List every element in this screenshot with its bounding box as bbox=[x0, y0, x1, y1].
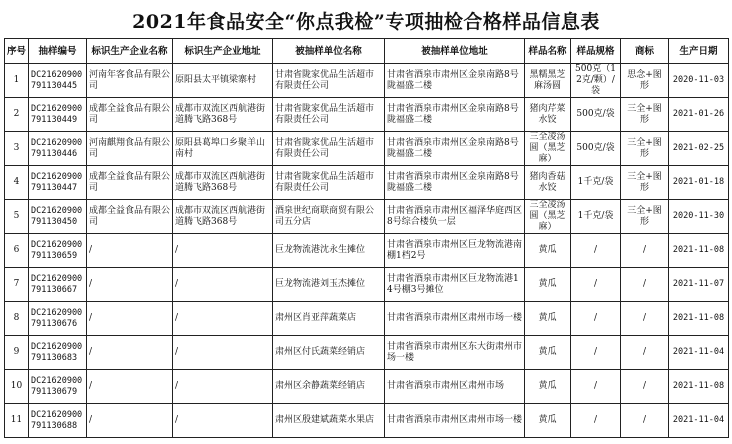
cell-sample-code: DC21620900791130450 bbox=[29, 200, 87, 234]
header-producer-address: 标识生产企业地址 bbox=[173, 39, 273, 64]
cell-trademark: 三全+图形 bbox=[621, 166, 669, 200]
cell-sampled-unit-address: 甘肃省酒泉市肃州区金泉南路8号陇福盛二楼 bbox=[385, 132, 525, 166]
sample-info-table bbox=[4, 38, 729, 438]
cell-sample-name: 黄瓜 bbox=[525, 370, 571, 404]
cell-sampled-unit-address: 甘肃省酒泉市肃州区巨龙物流港南棚1档2号 bbox=[385, 234, 525, 268]
table-row bbox=[5, 64, 729, 98]
cell-producer-address: / bbox=[173, 268, 273, 302]
cell-sampled-unit-address: 甘肃省酒泉市肃州区东大街肃州市场一楼 bbox=[385, 336, 525, 370]
table-row bbox=[5, 404, 729, 438]
cell-seq: 6 bbox=[5, 234, 29, 268]
cell-trademark: 三全+图形 bbox=[621, 98, 669, 132]
cell-sample-spec: / bbox=[571, 404, 621, 438]
cell-sample-spec: / bbox=[571, 234, 621, 268]
cell-trademark: / bbox=[621, 336, 669, 370]
cell-sampled-unit-name: 甘肃省陇家优品生活超市有限责任公司 bbox=[273, 98, 385, 132]
cell-producer-name: 河南年客食品有限公司 bbox=[87, 64, 173, 98]
cell-sample-name: 黄瓜 bbox=[525, 234, 571, 268]
cell-sample-spec: / bbox=[571, 370, 621, 404]
header-sample-code: 抽样编号 bbox=[29, 39, 87, 64]
table-row bbox=[5, 132, 729, 166]
cell-sample-code: DC21620900791130445 bbox=[29, 64, 87, 98]
cell-trademark: / bbox=[621, 370, 669, 404]
cell-production-date: 2021-01-26 bbox=[669, 98, 729, 132]
cell-sample-code: DC21620900791130447 bbox=[29, 166, 87, 200]
cell-producer-address: / bbox=[173, 336, 273, 370]
cell-seq: 9 bbox=[5, 336, 29, 370]
cell-sampled-unit-name: 酒泉世纪商联商贸有限公司五分店 bbox=[273, 200, 385, 234]
cell-sampled-unit-name: 肃州区殷建斌蔬菜水果店 bbox=[273, 404, 385, 438]
cell-producer-name: / bbox=[87, 336, 173, 370]
table-row bbox=[5, 98, 729, 132]
cell-sampled-unit-name: 巨龙物流港刘玉杰摊位 bbox=[273, 268, 385, 302]
cell-sample-spec: / bbox=[571, 336, 621, 370]
cell-sample-code: DC21620900791130688 bbox=[29, 404, 87, 438]
cell-sampled-unit-address: 甘肃省酒泉市肃州区肃州市场一楼 bbox=[385, 302, 525, 336]
table-header-row bbox=[5, 39, 729, 64]
cell-seq: 5 bbox=[5, 200, 29, 234]
cell-sampled-unit-address: 甘肃省酒泉市肃州区金泉南路8号陇福盛二楼 bbox=[385, 166, 525, 200]
table-row bbox=[5, 370, 729, 404]
cell-sampled-unit-address: 甘肃省酒泉市肃州区金泉南路8号陇福盛二楼 bbox=[385, 64, 525, 98]
cell-production-date: 2021-02-25 bbox=[669, 132, 729, 166]
cell-producer-name: / bbox=[87, 234, 173, 268]
cell-seq: 7 bbox=[5, 268, 29, 302]
cell-producer-address: 成都市双流区西航港街道腾飞路368号 bbox=[173, 98, 273, 132]
cell-sample-code: DC21620900791130676 bbox=[29, 302, 87, 336]
cell-sample-code: DC21620900791130446 bbox=[29, 132, 87, 166]
cell-seq: 10 bbox=[5, 370, 29, 404]
header-producer-name: 标识生产企业名称 bbox=[87, 39, 173, 64]
cell-sampled-unit-name: 巨龙物流港沈永生摊位 bbox=[273, 234, 385, 268]
cell-producer-name: / bbox=[87, 370, 173, 404]
cell-sample-name: 黄瓜 bbox=[525, 336, 571, 370]
table-row bbox=[5, 302, 729, 336]
cell-producer-name: / bbox=[87, 404, 173, 438]
cell-sample-name: 三全凌汤圆（黑芝麻） bbox=[525, 132, 571, 166]
cell-trademark: / bbox=[621, 302, 669, 336]
cell-sample-spec: 500克/袋 bbox=[571, 132, 621, 166]
cell-sample-name: 猪肉香菇水饺 bbox=[525, 166, 571, 200]
cell-sampled-unit-name: 肃州区肖亚萍蔬菜店 bbox=[273, 302, 385, 336]
cell-sample-spec: / bbox=[571, 302, 621, 336]
cell-sample-spec: 500克/袋 bbox=[571, 98, 621, 132]
cell-producer-address: 成都市双流区西航港街道腾飞路368号 bbox=[173, 166, 273, 200]
cell-sampled-unit-address: 甘肃省酒泉市肃州区福泽华庭西区8号综合楼负一层 bbox=[385, 200, 525, 234]
cell-production-date: 2021-11-04 bbox=[669, 404, 729, 438]
cell-seq: 11 bbox=[5, 404, 29, 438]
cell-producer-address: 原阳县太平镇梁寨村 bbox=[173, 64, 273, 98]
cell-producer-address: / bbox=[173, 234, 273, 268]
header-seq: 序号 bbox=[5, 39, 29, 64]
cell-production-date: 2021-11-08 bbox=[669, 302, 729, 336]
cell-sample-code: DC21620900791130679 bbox=[29, 370, 87, 404]
cell-producer-address: / bbox=[173, 404, 273, 438]
cell-sampled-unit-name: 甘肃省陇家优品生活超市有限责任公司 bbox=[273, 64, 385, 98]
cell-sampled-unit-address: 甘肃省酒泉市肃州区肃州市场一楼 bbox=[385, 404, 525, 438]
cell-sample-code: DC21620900791130667 bbox=[29, 268, 87, 302]
cell-trademark: 思念+图形 bbox=[621, 64, 669, 98]
cell-producer-address: 成都市双流区西航港街道腾飞路368号 bbox=[173, 200, 273, 234]
cell-sampled-unit-name: 肃州区付氏蔬菜经销店 bbox=[273, 336, 385, 370]
cell-sample-code: DC21620900791130659 bbox=[29, 234, 87, 268]
cell-production-date: 2021-11-08 bbox=[669, 234, 729, 268]
cell-producer-name: 成都全益食品有限公司 bbox=[87, 166, 173, 200]
cell-sampled-unit-name: 甘肃省陇家优品生活超市有限责任公司 bbox=[273, 132, 385, 166]
table-row bbox=[5, 234, 729, 268]
cell-seq: 1 bbox=[5, 64, 29, 98]
cell-sample-code: DC21620900791130683 bbox=[29, 336, 87, 370]
header-sample-spec: 样品规格 bbox=[571, 39, 621, 64]
cell-seq: 3 bbox=[5, 132, 29, 166]
cell-trademark: 三全+图形 bbox=[621, 132, 669, 166]
cell-sample-name: 黄瓜 bbox=[525, 302, 571, 336]
table-row bbox=[5, 200, 729, 234]
cell-trademark: / bbox=[621, 404, 669, 438]
cell-sample-code: DC21620900791130449 bbox=[29, 98, 87, 132]
cell-sample-spec: / bbox=[571, 268, 621, 302]
cell-trademark: / bbox=[621, 268, 669, 302]
cell-production-date: 2021-11-07 bbox=[669, 268, 729, 302]
cell-production-date: 2021-01-18 bbox=[669, 166, 729, 200]
cell-sample-name: 黄瓜 bbox=[525, 268, 571, 302]
cell-trademark: / bbox=[621, 234, 669, 268]
cell-seq: 8 bbox=[5, 302, 29, 336]
cell-producer-name: / bbox=[87, 268, 173, 302]
header-sampled-unit-name: 被抽样单位名称 bbox=[273, 39, 385, 64]
table-row bbox=[5, 336, 729, 370]
cell-sample-name: 黄瓜 bbox=[525, 404, 571, 438]
cell-seq: 2 bbox=[5, 98, 29, 132]
cell-sample-spec: 1千克/袋 bbox=[571, 166, 621, 200]
document-title: 2021年食品安全“你点我检”专项抽检合格样品信息表 bbox=[132, 11, 600, 33]
cell-sample-spec: 500克（12克/颗）/袋 bbox=[571, 64, 621, 98]
cell-production-date: 2021-11-04 bbox=[669, 336, 729, 370]
table-row bbox=[5, 166, 729, 200]
cell-sampled-unit-address: 甘肃省酒泉市肃州区巨龙物流港14号棚3号摊位 bbox=[385, 268, 525, 302]
cell-sample-spec: 1千克/袋 bbox=[571, 200, 621, 234]
cell-producer-address: 原阳县葛埠口乡聚羊山南村 bbox=[173, 132, 273, 166]
cell-sampled-unit-address: 甘肃省酒泉市肃州区肃州市场 bbox=[385, 370, 525, 404]
cell-seq: 4 bbox=[5, 166, 29, 200]
header-production-date: 生产日期 bbox=[669, 39, 729, 64]
cell-sampled-unit-address: 甘肃省酒泉市肃州区金泉南路8号陇福盛二楼 bbox=[385, 98, 525, 132]
table-row bbox=[5, 268, 729, 302]
cell-production-date: 2021-11-08 bbox=[669, 370, 729, 404]
header-trademark: 商标 bbox=[621, 39, 669, 64]
cell-production-date: 2020-11-30 bbox=[669, 200, 729, 234]
cell-producer-address: / bbox=[173, 370, 273, 404]
cell-producer-address: / bbox=[173, 302, 273, 336]
cell-sampled-unit-name: 甘肃省陇家优品生活超市有限责任公司 bbox=[273, 166, 385, 200]
table-body bbox=[5, 64, 729, 438]
cell-sample-name: 猪肉芹菜水饺 bbox=[525, 98, 571, 132]
cell-producer-name: / bbox=[87, 302, 173, 336]
cell-trademark: 三全+图形 bbox=[621, 200, 669, 234]
cell-producer-name: 河南麒翔食品有限公司 bbox=[87, 132, 173, 166]
cell-sample-name: 三全凌汤圆（黑芝麻） bbox=[525, 200, 571, 234]
cell-sample-name: 黑糯黑芝麻汤圆 bbox=[525, 64, 571, 98]
cell-producer-name: 成都全益食品有限公司 bbox=[87, 200, 173, 234]
cell-production-date: 2020-11-03 bbox=[669, 64, 729, 98]
header-sample-name: 样品名称 bbox=[525, 39, 571, 64]
cell-producer-name: 成都全益食品有限公司 bbox=[87, 98, 173, 132]
cell-sampled-unit-name: 肃州区余静蔬菜经销店 bbox=[273, 370, 385, 404]
header-sampled-unit-address: 被抽样单位地址 bbox=[385, 39, 525, 64]
